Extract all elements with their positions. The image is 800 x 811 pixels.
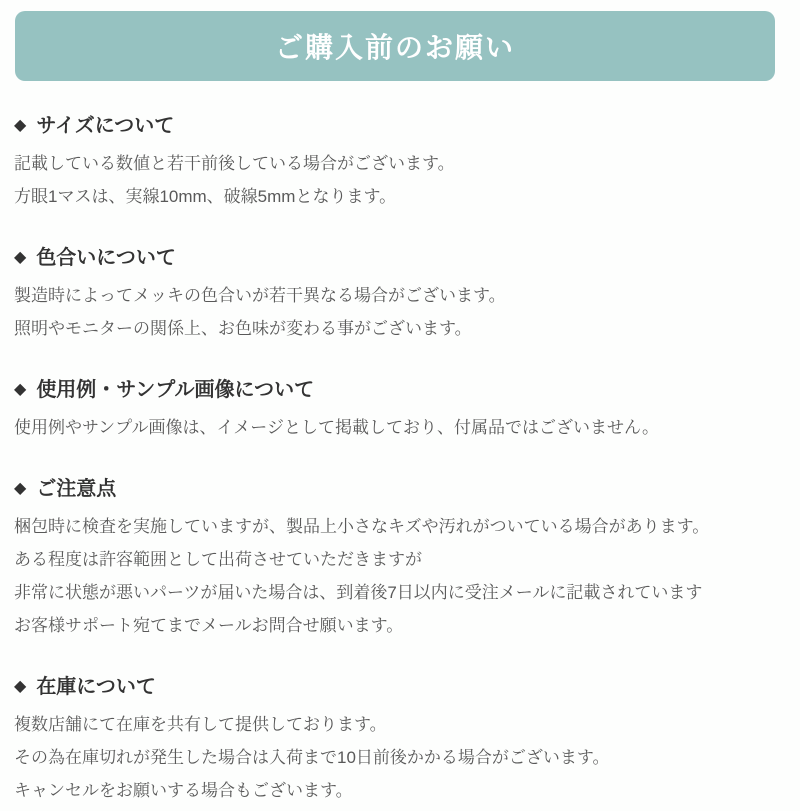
notice-section bbox=[14, 675, 790, 807]
notice-section bbox=[14, 477, 790, 642]
paragraph-line: 方眼1マスは、実線10mm、破線5mmとなります。 bbox=[14, 187, 397, 206]
paragraph-line: キャンセルをお願いする場合もございます。 bbox=[14, 781, 353, 800]
section-paragraph bbox=[14, 510, 790, 642]
notice-section bbox=[14, 114, 790, 213]
section-paragraph bbox=[14, 708, 790, 807]
section-heading bbox=[14, 378, 790, 402]
section-heading-label: 在庫について bbox=[36, 676, 156, 698]
paragraph-line: 製造時によってメッキの色合いが若干異なる場合がございます。 bbox=[14, 286, 506, 305]
section-heading bbox=[14, 675, 790, 699]
section-heading bbox=[14, 477, 790, 501]
paragraph-line: その為在庫切れが発生した場合は入荷まで10日前後かかる場合がございます。 bbox=[14, 748, 610, 767]
section-heading bbox=[14, 114, 790, 138]
section-heading-label: 使用例・サンプル画像について bbox=[36, 379, 315, 401]
diamond-bullet-icon: ◆ bbox=[14, 249, 27, 266]
page-title-banner bbox=[15, 11, 775, 81]
section-paragraph bbox=[14, 411, 790, 444]
paragraph-line: ある程度は許容範囲として出荷させていただきますが bbox=[14, 550, 422, 569]
notice-section bbox=[14, 378, 790, 444]
paragraph-line: 非常に状態が悪いパーツが届いた場合は、到着後7日以内に受注メールに記載されています bbox=[14, 583, 703, 602]
diamond-bullet-icon: ◆ bbox=[14, 117, 27, 134]
section-heading-label: ご注意点 bbox=[36, 478, 117, 500]
sections bbox=[0, 114, 800, 807]
diamond-bullet-icon: ◆ bbox=[14, 678, 27, 695]
section-heading-label: サイズについて bbox=[36, 115, 175, 137]
diamond-bullet-icon: ◆ bbox=[14, 381, 27, 398]
paragraph-line: 複数店舗にて在庫を共有して提供しております。 bbox=[14, 715, 387, 734]
section-heading-label: 色合いについて bbox=[36, 247, 176, 269]
paragraph-line: 記載している数値と若干前後している場合がございます。 bbox=[14, 154, 455, 173]
paragraph-line: 使用例やサンプル画像は、イメージとして掲載しており、付属品ではございません。 bbox=[14, 418, 659, 437]
section-heading bbox=[14, 246, 790, 270]
section-paragraph bbox=[14, 279, 790, 345]
paragraph-line: 照明やモニターの関係上、お色味が変わる事がございます。 bbox=[14, 319, 472, 338]
page-title: ご購入前のお願い bbox=[274, 32, 515, 63]
paragraph-line: 梱包時に検査を実施していますが、製品上小さなキズや汚れがついている場合があります。 bbox=[14, 517, 710, 536]
paragraph-line: お客様サポート宛てまでメールお問合せ願います。 bbox=[14, 616, 404, 635]
notice-section bbox=[14, 246, 790, 345]
diamond-bullet-icon: ◆ bbox=[14, 480, 27, 497]
section-paragraph bbox=[14, 147, 790, 213]
